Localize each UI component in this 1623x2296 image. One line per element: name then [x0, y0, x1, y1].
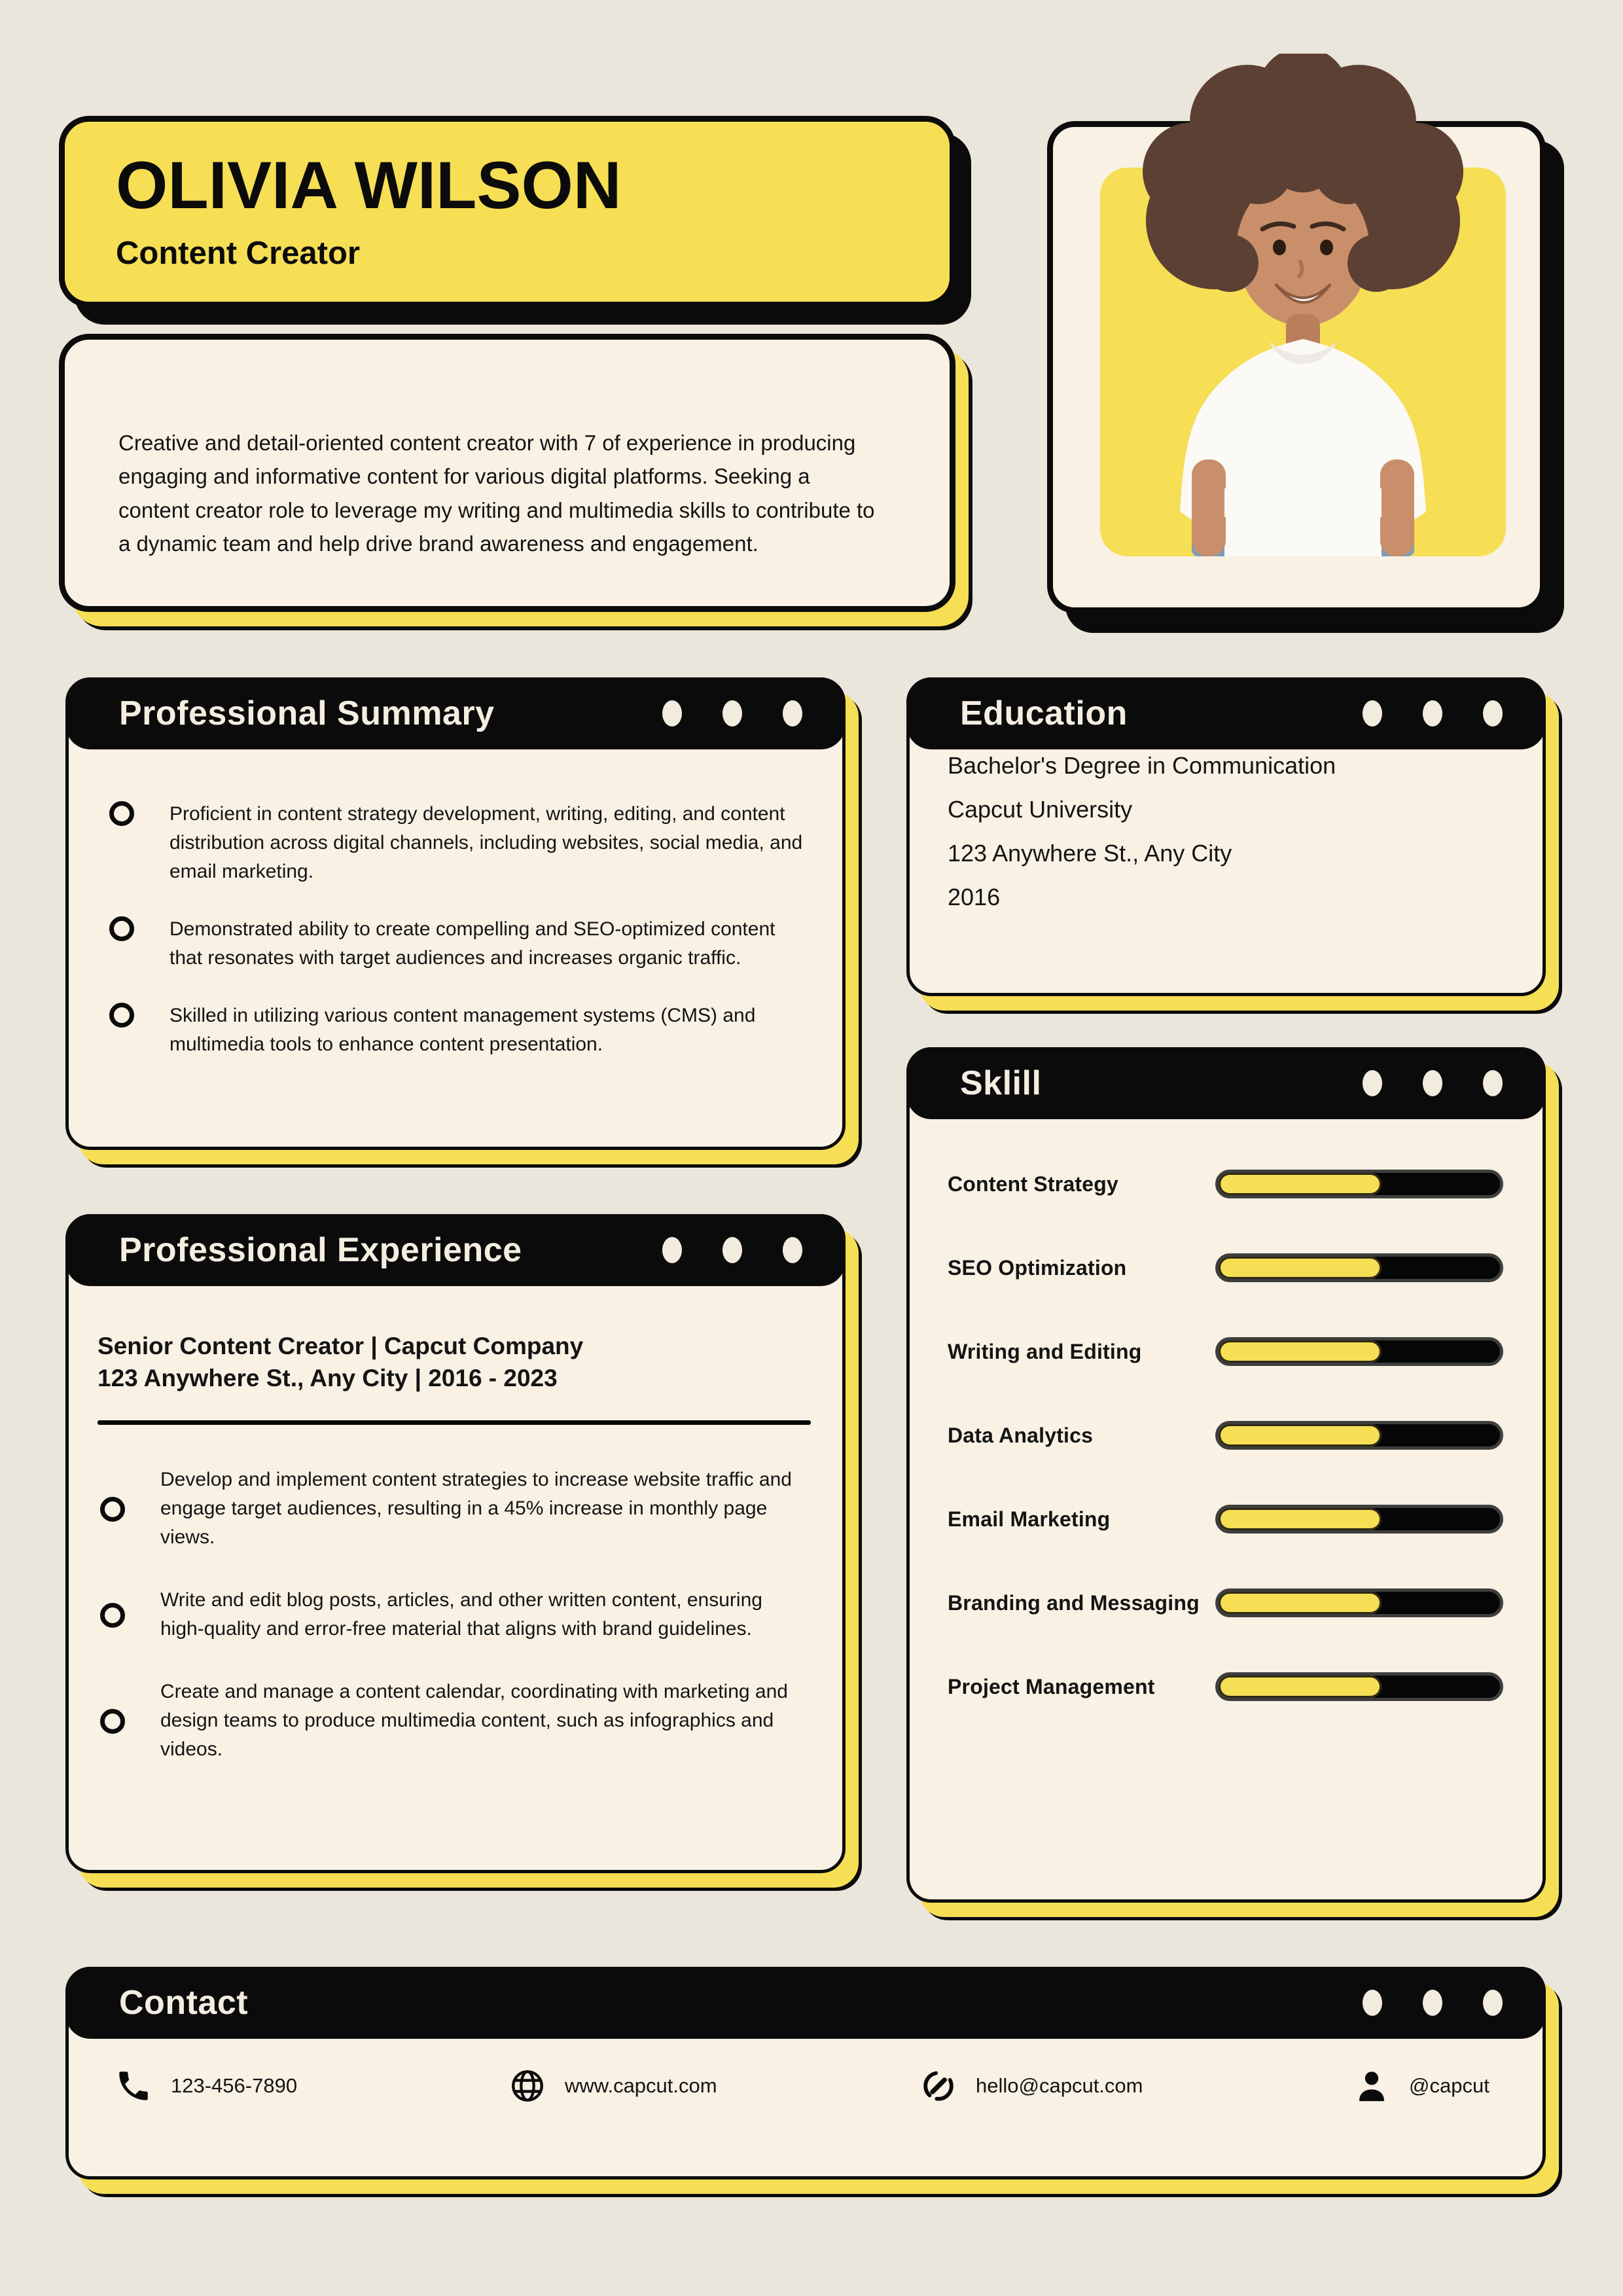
window-dot-icon [1483, 700, 1503, 726]
bullet-ring-icon [100, 1497, 125, 1522]
skill-bar [1215, 1672, 1503, 1701]
professional-summary-title: Professional Summary [119, 694, 495, 732]
bullet-ring-icon [100, 1709, 125, 1734]
skill-label: SEO Optimization [948, 1255, 1127, 1280]
summary-bullet-text: Proficient in content strategy development, writing, editing, and content distribution across digital channels, including websites, social media, and email marketing. [169, 803, 803, 882]
skills-title: Sklill [960, 1064, 1042, 1102]
skill-bar [1215, 1505, 1503, 1534]
experience-bullet [69, 1586, 842, 1643]
skill-bar-fill [1219, 1340, 1382, 1363]
skill-bar [1215, 1253, 1503, 1282]
summary-bullet [69, 915, 842, 973]
window-dots [662, 1237, 802, 1263]
skill-bar-fill [1219, 1508, 1382, 1530]
summary-bullet-text: Skilled in utilizing various content management systems (CMS) and multimedia tools to enhance content presentation. [169, 1005, 756, 1055]
bullet-ring-icon [100, 1603, 125, 1628]
bullet-ring-icon [109, 916, 134, 941]
skill-label: Writing and Editing [948, 1339, 1142, 1363]
experience-bullet [69, 1677, 842, 1764]
person-name: OLIVIA WILSON [116, 148, 622, 223]
window-dot-icon [1483, 1070, 1503, 1096]
summary-bullet [69, 800, 842, 886]
window-dot-icon [662, 1237, 682, 1263]
skill-bar-fill [1219, 1592, 1382, 1614]
window-dot-icon [1423, 700, 1442, 726]
contact-social-value: @capcut [1409, 2074, 1489, 2097]
skill-bar [1215, 1421, 1503, 1450]
professional-experience-title: Professional Experience [119, 1231, 522, 1269]
phone-icon [115, 2067, 152, 2105]
divider [98, 1420, 811, 1425]
contact-phone-value: 123-456-7890 [171, 2074, 298, 2097]
skill-bar-fill [1219, 1257, 1382, 1279]
professional-summary-header [65, 677, 846, 749]
bullet-ring-icon [109, 1003, 134, 1028]
education-title: Education [960, 694, 1128, 732]
contact-header [65, 1967, 1546, 2039]
skill-bar [1215, 1337, 1503, 1366]
window-dot-icon [722, 700, 742, 726]
window-dot-icon [1483, 1990, 1503, 2016]
window-dot-icon [1363, 700, 1382, 726]
education-school: Capcut University [948, 796, 1133, 823]
name-header-card [59, 116, 955, 308]
window-dot-icon [1363, 1990, 1382, 2016]
professional-experience-panel [65, 1214, 846, 1873]
skill-label: Email Marketing [948, 1507, 1111, 1531]
skill-row [948, 1574, 1503, 1632]
contact-title: Contact [119, 1984, 249, 2022]
profile-photo [1094, 54, 1512, 556]
intro-paragraph: Creative and detail-oriented content creator with 7 of experience in producing engaging and informative content for various digital platforms. Seeking a content creator role to leverage my writing and multimedia skills to contribute to a dynamic team and help drive brand awareness and engagement. [118, 431, 875, 556]
experience-bullet-text: Develop and implement content strategies to increase website traffic and engage target audiences, resulting in a 45% increase in monthly page views. [160, 1469, 792, 1548]
skill-label: Project Management [948, 1674, 1155, 1698]
contact-website-value: www.capcut.com [565, 2074, 717, 2097]
experience-bullet-text: Write and edit blog posts, articles, and other written content, ensuring high-quality and error-free material that aligns with brand guidelines. [160, 1589, 762, 1640]
skill-row [948, 1155, 1503, 1213]
window-dots [1363, 700, 1503, 726]
globe-icon [508, 2067, 546, 2105]
summary-bullet-text: Demonstrated ability to create compelling and SEO-optimized content that resonates with target audiences and increases organic traffic. [169, 918, 776, 969]
education-degree: Bachelor's Degree in Communication [948, 752, 1336, 779]
job-heading [69, 1330, 842, 1394]
education-panel [906, 677, 1546, 996]
window-dot-icon [662, 700, 682, 726]
skill-label: Data Analytics [948, 1423, 1094, 1447]
skill-row [948, 1239, 1503, 1297]
job-title: Senior Content Creator | Capcut Company [98, 1333, 584, 1359]
intro-card [59, 334, 955, 612]
skills-header [906, 1047, 1546, 1119]
skill-row [948, 1490, 1503, 1548]
professional-experience-header [65, 1214, 846, 1286]
window-dot-icon [1363, 1070, 1382, 1096]
link-icon [919, 2067, 957, 2105]
skill-bar-fill [1219, 1173, 1382, 1195]
skill-row [948, 1323, 1503, 1380]
skill-row [948, 1658, 1503, 1715]
education-address: 123 Anywhere St., Any City [948, 840, 1232, 867]
education-year: 2016 [948, 884, 1001, 910]
summary-bullet [69, 1001, 842, 1059]
skill-bar [1215, 1170, 1503, 1198]
contact-email [919, 2067, 1143, 2105]
window-dot-icon [722, 1237, 742, 1263]
person-icon [1353, 2067, 1391, 2105]
skill-row [948, 1407, 1503, 1464]
window-dots [662, 700, 802, 726]
window-dot-icon [1423, 1070, 1442, 1096]
window-dot-icon [1423, 1990, 1442, 2016]
skill-label: Branding and Messaging [948, 1590, 1200, 1615]
window-dot-icon [783, 700, 802, 726]
education-header [906, 677, 1546, 749]
contact-social [1353, 2067, 1489, 2105]
bullet-ring-icon [109, 801, 134, 826]
photo-card [1047, 121, 1546, 613]
professional-summary-panel [65, 677, 846, 1150]
experience-bullet [69, 1465, 842, 1552]
contact-website [508, 2067, 717, 2105]
contact-phone [115, 2067, 297, 2105]
window-dot-icon [783, 1237, 802, 1263]
contact-email-value: hello@capcut.com [976, 2074, 1143, 2097]
skill-label: Content Strategy [948, 1172, 1118, 1196]
window-dots [1363, 1990, 1503, 2016]
job-location-dates: 123 Anywhere St., Any City | 2016 - 2023 [98, 1365, 558, 1391]
experience-bullet-text: Create and manage a content calendar, coordinating with marketing and design teams to produce multimedia content, such as infographics and videos. [160, 1681, 788, 1760]
skills-panel [906, 1047, 1546, 1903]
skill-bar-fill [1219, 1676, 1382, 1698]
skill-bar-fill [1219, 1424, 1382, 1446]
contact-panel [65, 1967, 1546, 2179]
skill-bar [1215, 1588, 1503, 1617]
window-dots [1363, 1070, 1503, 1096]
job-role: Content Creator [116, 236, 360, 272]
